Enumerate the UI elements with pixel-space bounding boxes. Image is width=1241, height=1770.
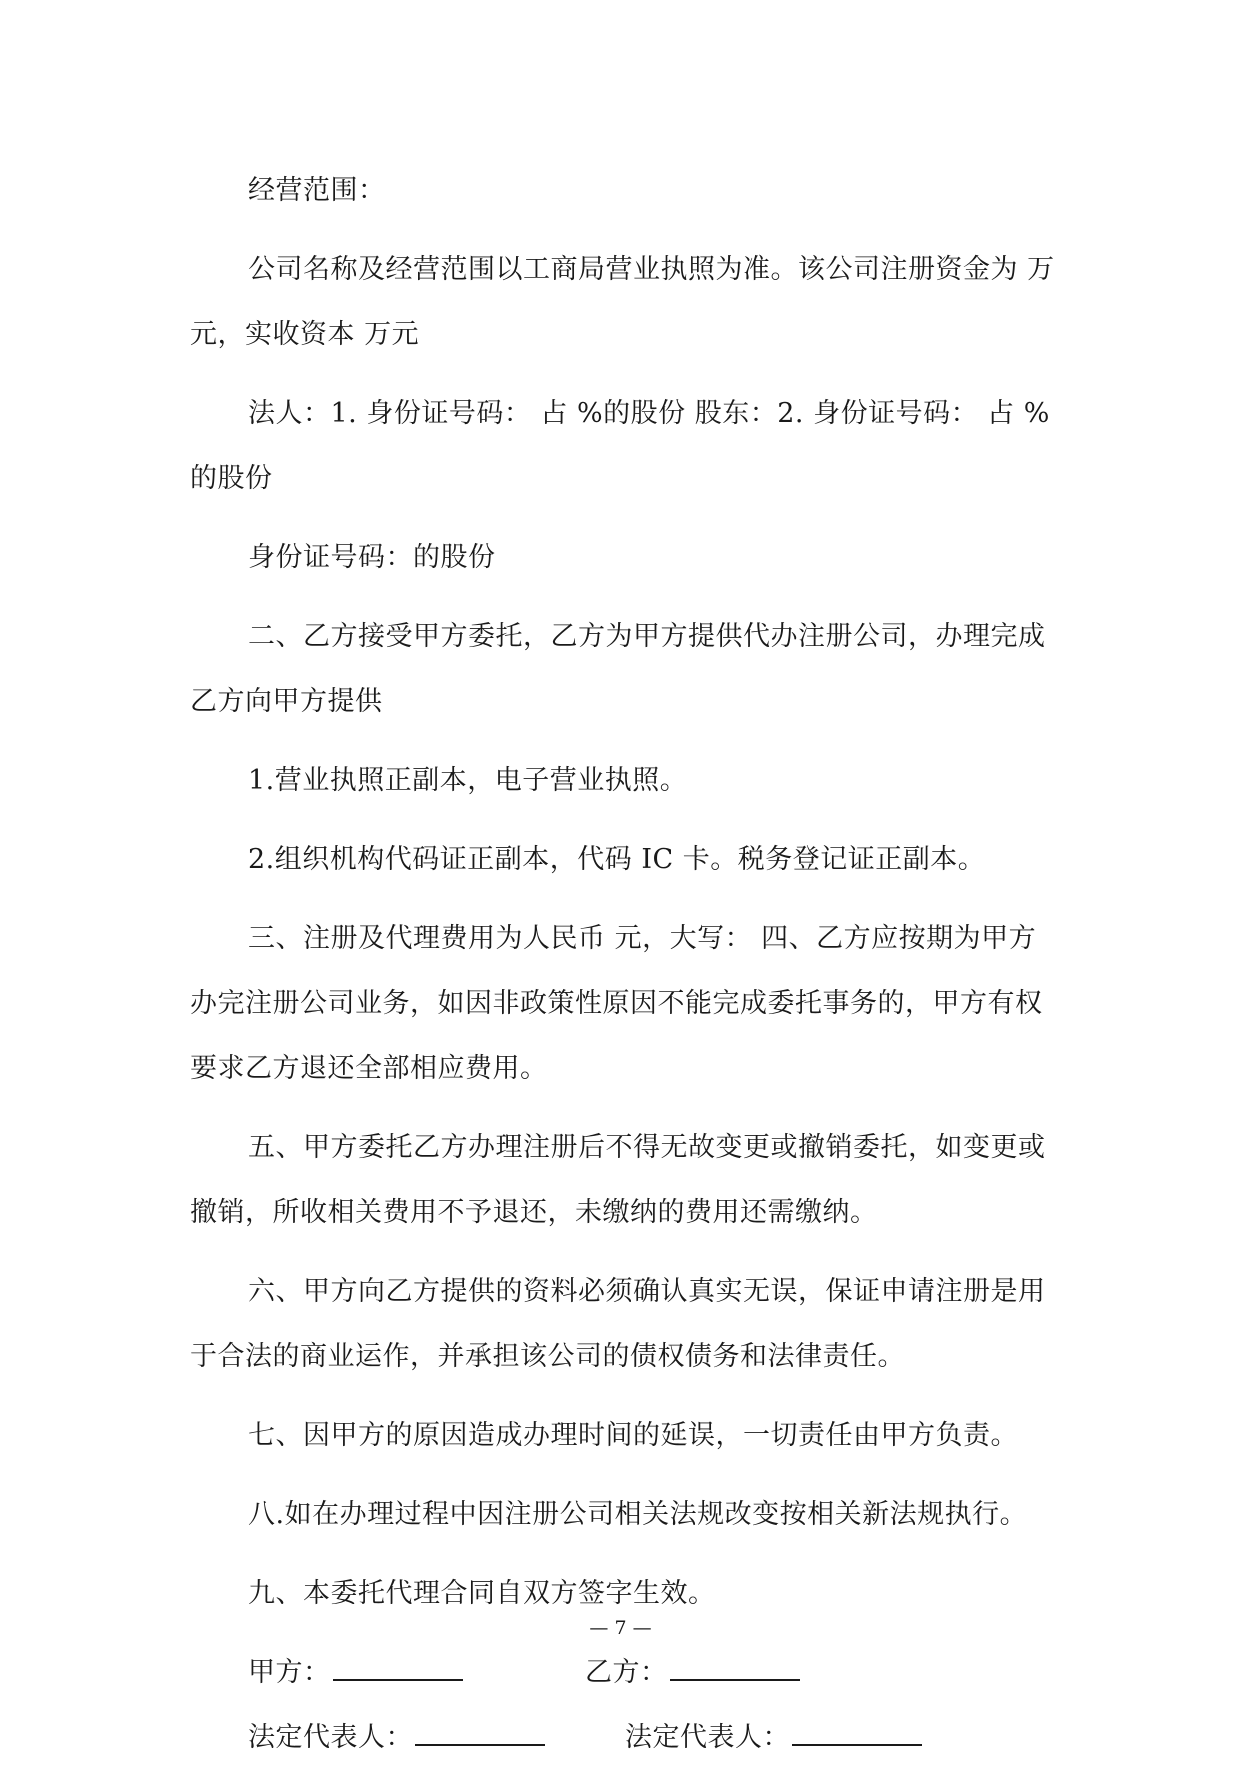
party-b-label: 乙方： — [585, 1657, 668, 1688]
paragraph-clause-6: 六、甲方向乙方提供的资料必须确认真实无误，保证申请注册是用于合法的商业运作，并承担该公司的债权债务和法律责任。 — [190, 1276, 1046, 1372]
party-a-signature-blank — [333, 1651, 463, 1681]
rep-b-label: 法定代表人： — [625, 1722, 790, 1753]
paragraph-clause-3-4: 三、注册及代理费用为人民币 元，大写： 四、乙方应按期为甲方办完注册公司业务，如因非政策性原因不能完成委托事务的，甲方有权要求乙方退还全部相应费用。 — [190, 923, 1043, 1084]
party-a-signature — [248, 1640, 463, 1705]
paragraph-business-scope-heading: 经营范围： — [248, 175, 386, 206]
paragraph-clause-7: 七、因甲方的原因造成办理时间的延误，一切责任由甲方负责。 — [248, 1420, 1018, 1451]
paragraph-clause-8: 八.如在办理过程中因注册公司相关法规改变按相关新法规执行。 — [248, 1499, 1028, 1530]
paragraph-item-1: 1.营业执照正副本，电子营业执照。 — [248, 765, 688, 796]
signature-row-representatives — [190, 1705, 1060, 1770]
page-number: — 7 — — [589, 1617, 652, 1639]
rep-a-signature-blank — [415, 1716, 545, 1746]
rep-b-signature — [625, 1705, 922, 1770]
paragraph-company-name-capital: 公司名称及经营范围以工商局营业执照为准。该公司注册资金为 万元，实收资本 万元 — [190, 254, 1055, 350]
party-a-label: 甲方： — [248, 1657, 331, 1688]
paragraph-shareholders: 法人：1. 身份证号码： 占 %的股份 股东：2. 身份证号码： 占 %的股份 — [190, 398, 1050, 494]
paragraph-clause-9: 九、本委托代理合同自双方签字生效。 — [248, 1578, 716, 1609]
signature-row-parties — [190, 1640, 1060, 1705]
document-body — [190, 158, 1060, 1770]
rep-a-signature — [248, 1705, 545, 1770]
rep-a-label: 法定代表人： — [248, 1722, 413, 1753]
paragraph-clause-5: 五、甲方委托乙方办理注册后不得无故变更或撤销委托，如变更或撤销，所收相关费用不予退还，未缴纳的费用还需缴纳。 — [190, 1132, 1046, 1228]
party-b-signature-blank — [670, 1651, 800, 1681]
paragraph-clause-2: 二、乙方接受甲方委托，乙方为甲方提供代办注册公司，办理完成乙方向甲方提供 — [190, 621, 1046, 717]
paragraph-id-number: 身份证号码：的股份 — [248, 542, 496, 573]
rep-b-signature-blank — [792, 1716, 922, 1746]
paragraph-item-2: 2.组织机构代码证正副本，代码 IC 卡。税务登记证正副本。 — [248, 844, 986, 875]
party-b-signature — [585, 1640, 800, 1705]
